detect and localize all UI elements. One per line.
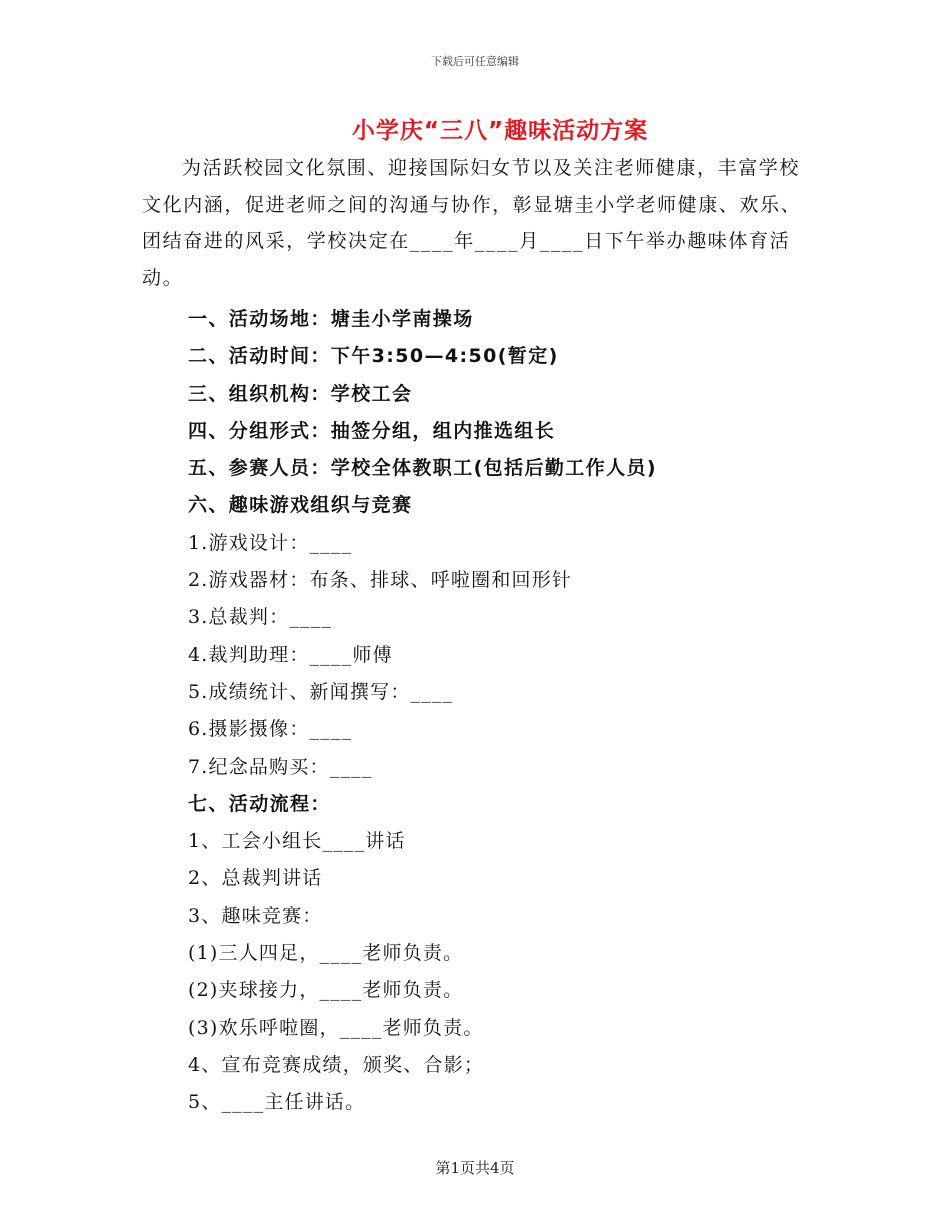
section-heading: 六、趣味游戏组织与竞赛 [188, 494, 413, 517]
section-heading: 五、参赛人员：学校全体教职工(包括后勤工作人员) [188, 457, 657, 480]
list-item: 3.总裁判：____ [188, 606, 333, 629]
section-heading: 三、组织机构：学校工会 [188, 382, 413, 405]
content-lines [188, 301, 657, 1122]
list-item: 6.摄影摄像：____ [188, 718, 353, 741]
list-item: (1)三人四足，____老师负责。 [188, 942, 464, 965]
section-heading: 七、活动流程： [188, 792, 331, 815]
document-title: 小学庆“三八”趣味活动方案 [351, 118, 649, 144]
list-item: 3、趣味竞赛： [188, 904, 323, 927]
list-item: (3)欢乐呼啦圈，____老师负责。 [188, 1016, 484, 1039]
list-item: 2.游戏器材：布条、排球、呼啦圈和回形针 [188, 569, 573, 592]
list-item: 4、宣布竞赛成绩，颁奖、合影； [188, 1053, 485, 1076]
list-item: 1.游戏设计：____ [188, 531, 353, 554]
page-number: 第1页共4页 [435, 1159, 515, 1177]
section-heading: 二、活动时间：下午3:50—4:50(暂定) [188, 345, 559, 368]
list-item: 7.纪念品购买：____ [188, 755, 373, 778]
list-item: (2)夹球接力，____老师负责。 [188, 979, 464, 1002]
list-item: 1、工会小组长____讲话 [188, 830, 406, 853]
list-item: 4.裁判助理：____师傅 [188, 643, 393, 666]
section-heading: 一、活动场地：塘圭小学南操场 [188, 308, 474, 330]
intro-paragraph: 为活跃校园文化氛围、迎接国际妇女节以及关注老师健康，丰富学校文化内涵，促进老师之间的沟通与协作，彰显塘圭小学老师健康、欢乐、团结奋进的风采，学校决定在____年____月____日下午举办趣味体育活动。 [142, 157, 802, 289]
list-item: 2、总裁判讲话 [188, 867, 323, 890]
section-heading: 四、分组形式：抽签分组，组内推选组长 [188, 419, 556, 442]
list-item: 5、____主任讲话。 [188, 1091, 366, 1114]
list-item: 5.成绩统计、新闻撰写：____ [188, 680, 454, 703]
header-note: 下载后可任意编辑 [431, 55, 519, 68]
